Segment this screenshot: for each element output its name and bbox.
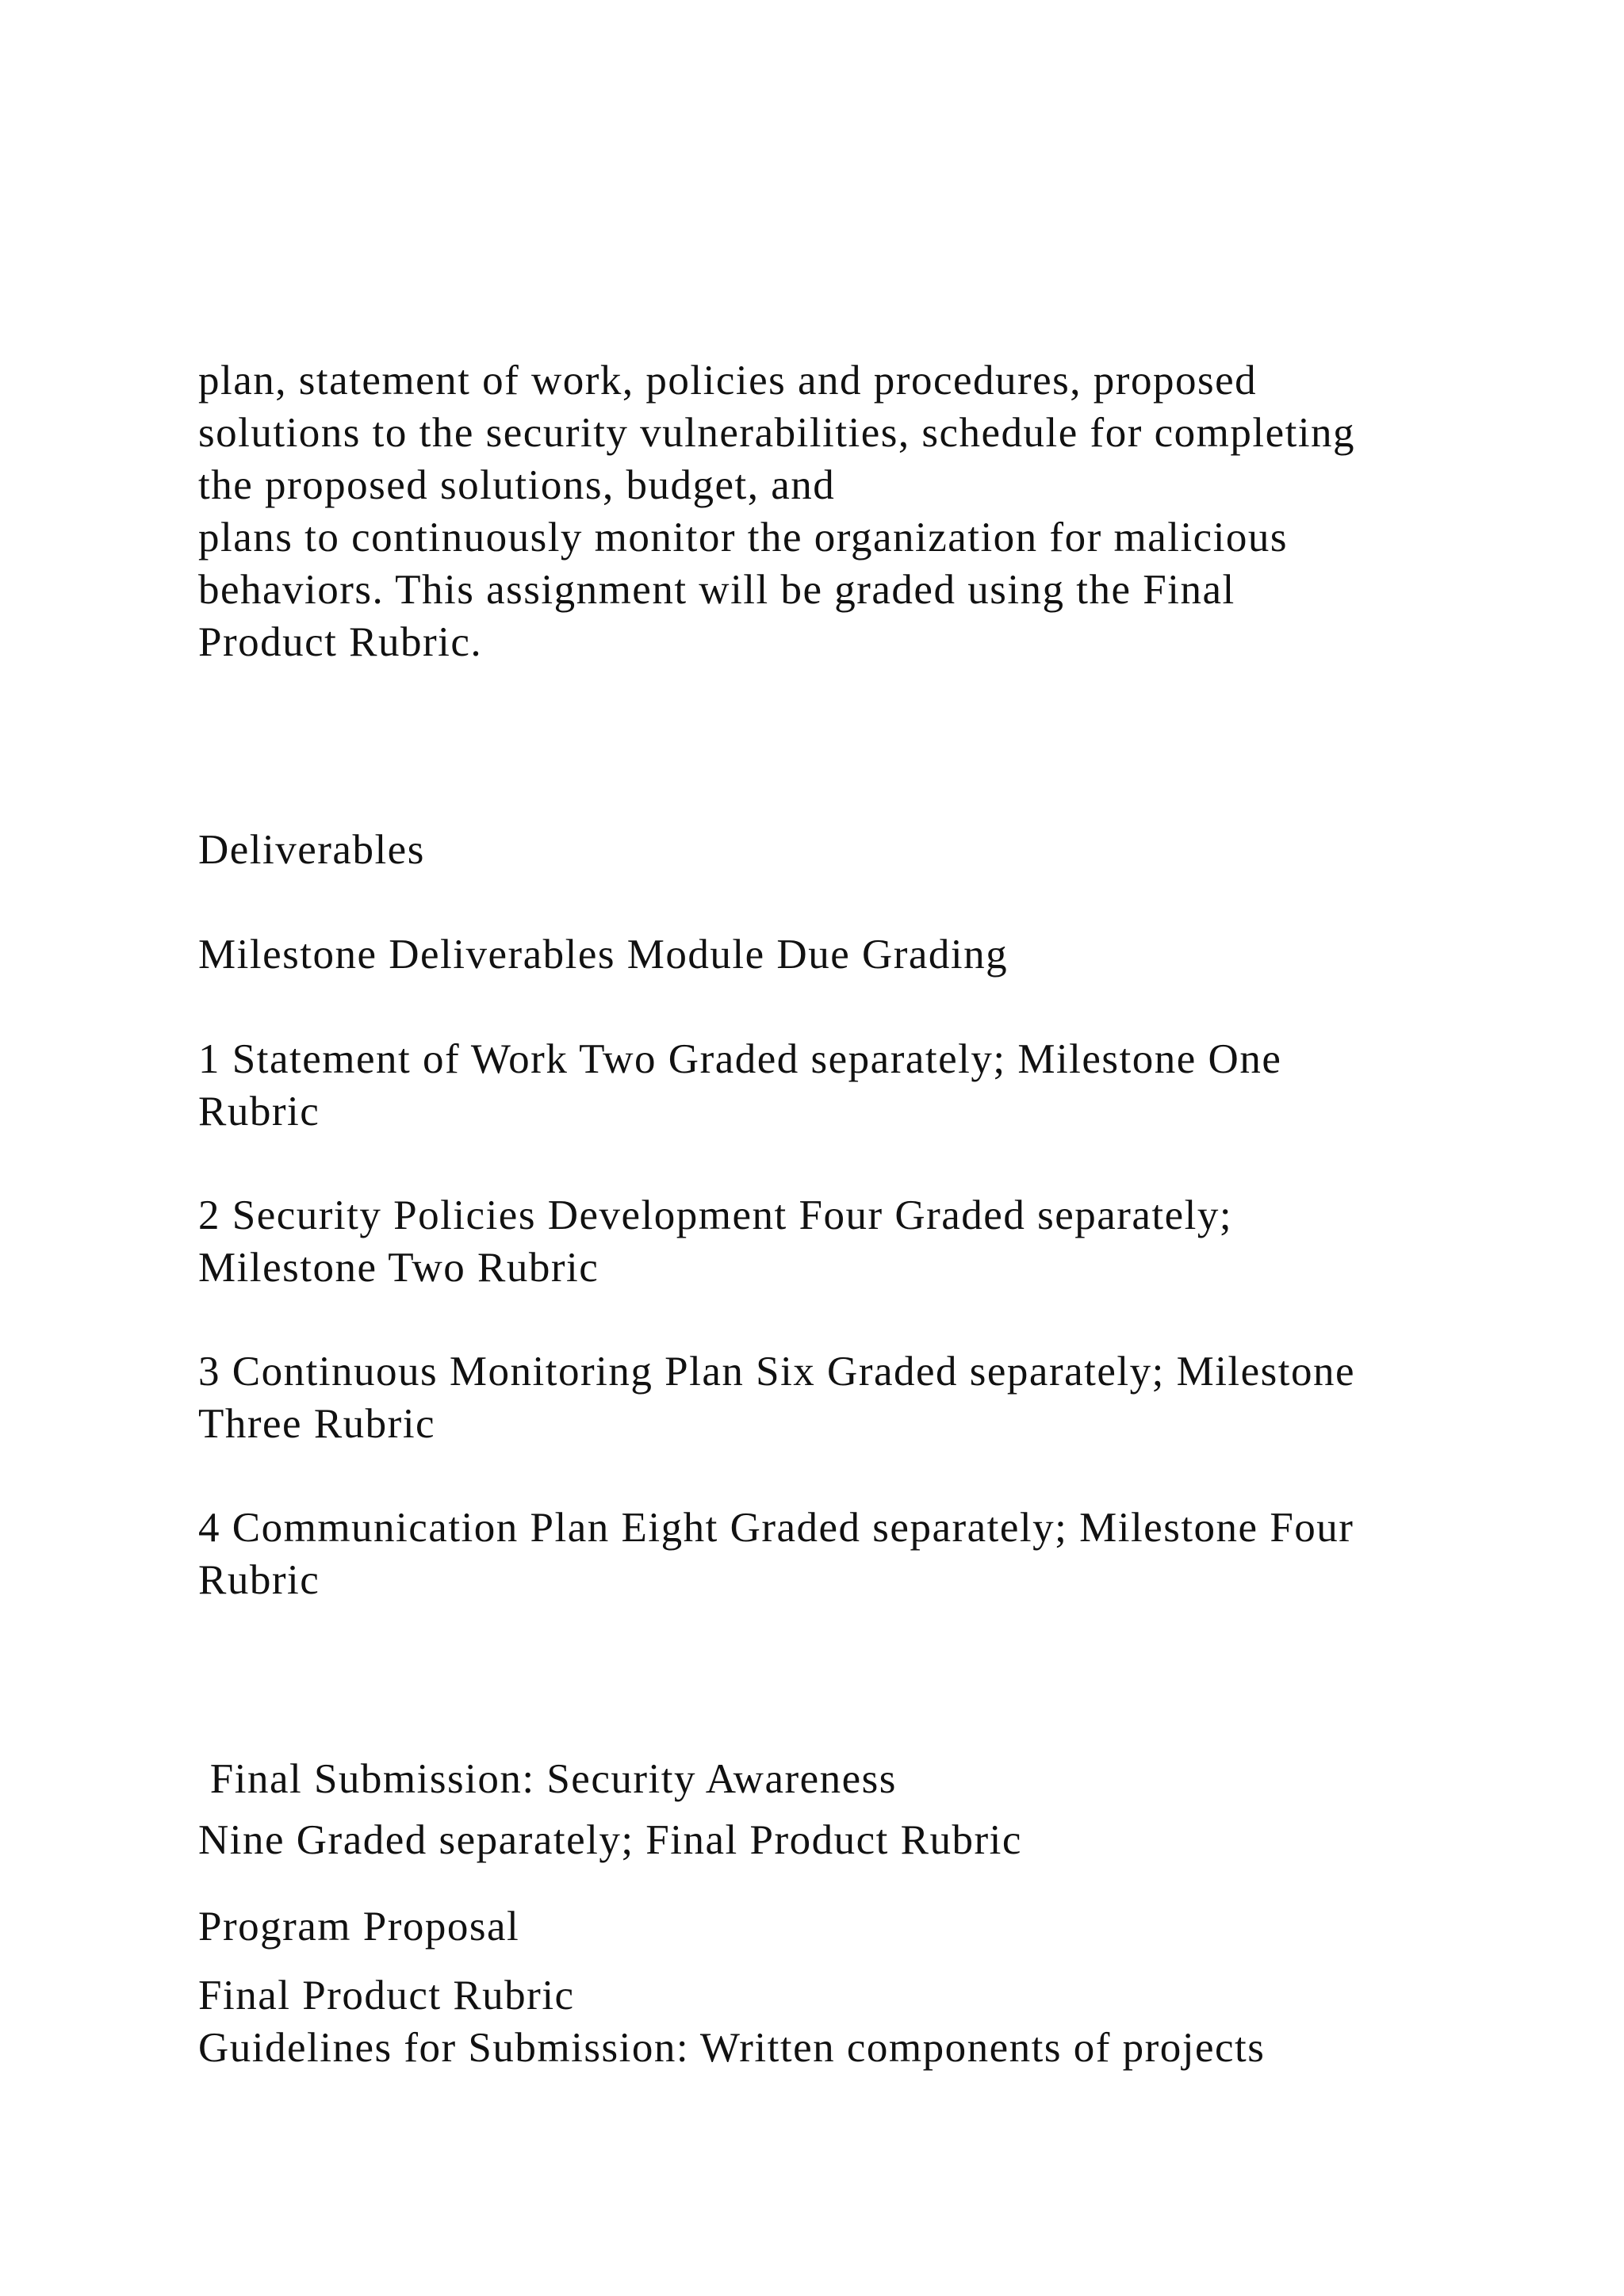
deliverable-row-1: 1 Statement of Work Two Graded separately; Milestone One Rubric xyxy=(198,1036,1282,1135)
intro-line: the proposed solutions, budget, and xyxy=(198,462,836,508)
final-grading-row: Nine Graded separately; Final Product Rubric xyxy=(198,1817,1022,1863)
intro-line: plan, statement of work, policies and procedures, proposed xyxy=(198,358,1258,404)
rubric-guidelines: Guidelines for Submission: Written components of projects xyxy=(198,2025,1266,2071)
intro-paragraph xyxy=(198,354,1355,668)
deliverable-row-2: 2 Security Policies Development Four Graded separately; Milestone Two Rubric xyxy=(198,1192,1233,1291)
intro-line: behaviors. This assignment will be graded using the Final xyxy=(198,567,1235,613)
intro-line: plans to continuously monitor the organization for malicious xyxy=(198,515,1289,561)
rubric-heading: Final Product Rubric xyxy=(198,1973,575,2019)
intro-line: Product Rubric. xyxy=(198,619,483,665)
deliverable-row-4: 4 Communication Plan Eight Graded separately; Milestone Four Rubric xyxy=(198,1505,1354,1603)
deliverable-row-3: 3 Continuous Monitoring Plan Six Graded separately; Milestone Three Rubric xyxy=(198,1349,1356,1447)
deliverables-table-header: Milestone Deliverables Module Due Grading xyxy=(198,932,1009,978)
intro-line: solutions to the security vulnerabilities, schedule for completing xyxy=(198,410,1356,456)
final-product-rubric-section xyxy=(198,1969,1265,2074)
final-submission-row: Final Submission: Security Awareness Program Proposal xyxy=(198,1756,897,1950)
deliverables-heading: Deliverables xyxy=(198,827,425,873)
